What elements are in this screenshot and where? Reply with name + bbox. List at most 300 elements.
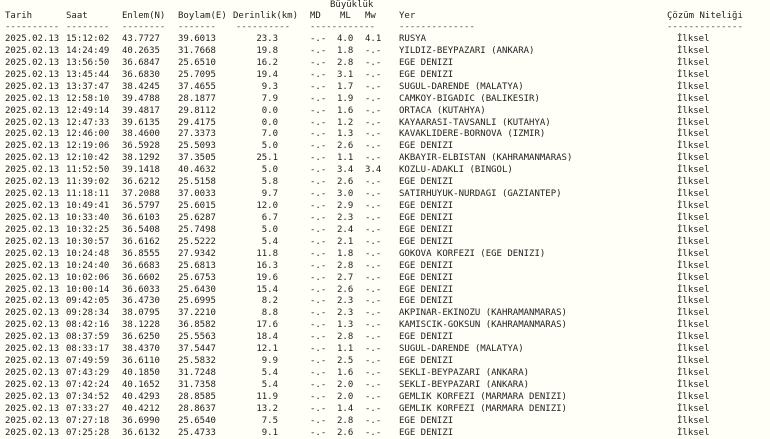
row-latitude: 38.1292 xyxy=(122,153,160,164)
table-row xyxy=(0,379,770,391)
row-date: 2025.02.13 xyxy=(5,272,60,283)
row-ml: 2.4 xyxy=(337,224,354,235)
row-depth: 18.4 xyxy=(256,332,278,343)
row-md: -.- xyxy=(310,332,327,343)
row-date: 2025.02.13 xyxy=(5,379,60,390)
table-row xyxy=(0,140,770,152)
row-solution-quality: İlksel xyxy=(677,117,710,128)
divider-solution-quality: -------------- xyxy=(667,22,743,32)
row-latitude: 40.2635 xyxy=(122,45,160,56)
row-solution-quality: İlksel xyxy=(677,379,710,390)
row-depth: 5.0 xyxy=(261,165,278,176)
row-date: 2025.02.13 xyxy=(5,105,60,116)
row-solution-quality: İlksel xyxy=(677,165,710,176)
row-md: -.- xyxy=(310,320,327,331)
row-mw: -.- xyxy=(365,224,382,235)
row-solution-quality: İlksel xyxy=(677,284,710,295)
row-location: GOKOVA KORFEZI (EGE DENIZI) xyxy=(399,248,546,259)
row-date: 2025.02.13 xyxy=(5,391,60,402)
row-depth: 5.8 xyxy=(261,177,278,188)
row-solution-quality: İlksel xyxy=(677,344,710,355)
row-depth: 0.0 xyxy=(261,105,278,116)
header-divider-row xyxy=(0,21,770,33)
row-longitude: 25.6813 xyxy=(178,260,216,271)
row-mw: -.- xyxy=(365,272,382,283)
row-longitude: 25.6753 xyxy=(178,272,216,283)
row-date: 2025.02.13 xyxy=(5,296,60,307)
row-ml: 2.8 xyxy=(337,332,354,343)
row-time: 12:10:42 xyxy=(66,153,110,164)
row-depth: 5.0 xyxy=(261,141,278,152)
row-solution-quality: İlksel xyxy=(677,105,710,116)
row-time: 10:30:57 xyxy=(66,236,110,247)
row-time: 12:46:00 xyxy=(66,129,110,140)
row-mw: -.- xyxy=(365,212,382,223)
table-row xyxy=(0,295,770,307)
row-date: 2025.02.13 xyxy=(5,69,60,80)
row-md: -.- xyxy=(310,236,327,247)
row-latitude: 36.6250 xyxy=(122,332,160,343)
row-location: KAMISCIK-GOKSUN (KAHRAMANMARAS) xyxy=(399,320,567,331)
row-md: -.- xyxy=(310,403,327,414)
row-date: 2025.02.13 xyxy=(5,201,60,212)
row-location: GEMLIK KORFEZI (MARMARA DENIZI) xyxy=(399,403,567,414)
row-solution-quality: İlksel xyxy=(677,260,710,271)
row-md: -.- xyxy=(310,141,327,152)
row-mw: -.- xyxy=(365,379,382,390)
row-ml: 3.0 xyxy=(337,189,354,200)
row-date: 2025.02.13 xyxy=(5,141,60,152)
row-solution-quality: İlksel xyxy=(677,248,710,259)
row-md: -.- xyxy=(310,57,327,68)
row-location: EGE DENIZI xyxy=(399,296,454,307)
row-mw: -.- xyxy=(365,189,382,200)
row-longitude: 31.7358 xyxy=(178,379,216,390)
row-longitude: 39.6013 xyxy=(178,34,216,44)
row-location: AKPINAR-EKINOZU (KAHRAMANMARAS) xyxy=(399,308,567,319)
row-md: -.- xyxy=(310,201,327,212)
row-date: 2025.02.13 xyxy=(5,403,60,414)
row-ml: 1.6 xyxy=(337,368,354,379)
row-longitude: 25.6287 xyxy=(178,212,216,223)
row-latitude: 36.6212 xyxy=(122,177,160,188)
row-latitude: 38.4245 xyxy=(122,81,160,92)
row-mw: 3.4 xyxy=(365,165,382,176)
header-solution-quality: Çözüm Niteliği xyxy=(667,11,743,21)
row-ml: 2.0 xyxy=(337,391,354,402)
table-row xyxy=(0,284,770,296)
table-row xyxy=(0,200,770,212)
row-location: EGE DENIZI xyxy=(399,427,454,438)
row-depth: 0.0 xyxy=(261,117,278,128)
row-solution-quality: İlksel xyxy=(677,236,710,247)
divider-time: -------- xyxy=(66,22,110,32)
row-depth: 5.4 xyxy=(261,379,278,390)
divider-depth: ---------- xyxy=(235,22,291,32)
row-longitude: 37.4655 xyxy=(178,81,216,92)
row-location: EGE DENIZI xyxy=(399,332,454,343)
row-depth: 7.9 xyxy=(261,93,278,104)
row-date: 2025.02.13 xyxy=(5,57,60,68)
row-date: 2025.02.13 xyxy=(5,129,60,140)
row-mw: -.- xyxy=(365,236,382,247)
row-depth: 9.3 xyxy=(261,81,278,92)
row-longitude: 25.5222 xyxy=(178,236,216,247)
row-location: GEMLIK KORFEZI (MARMARA DENIZI) xyxy=(399,391,567,402)
row-ml: 2.0 xyxy=(337,379,354,390)
row-longitude: 25.5563 xyxy=(178,332,216,343)
row-location: ORTACA (KUTAHYA) xyxy=(399,105,486,116)
row-md: -.- xyxy=(310,224,327,235)
row-solution-quality: İlksel xyxy=(677,141,710,152)
row-solution-quality: İlksel xyxy=(677,308,710,319)
row-ml: 2.7 xyxy=(337,272,354,283)
row-ml: 3.1 xyxy=(337,69,354,80)
row-time: 07:25:28 xyxy=(66,427,110,438)
table-row xyxy=(0,152,770,164)
row-ml: 1.3 xyxy=(337,129,354,140)
row-time: 07:42:24 xyxy=(66,379,110,390)
table-row xyxy=(0,57,770,69)
table-row xyxy=(0,403,770,415)
row-latitude: 39.4788 xyxy=(122,93,160,104)
row-mw: -.- xyxy=(365,201,382,212)
table-row xyxy=(0,224,770,236)
row-time: 14:24:49 xyxy=(66,45,110,56)
row-ml: 3.4 xyxy=(337,165,354,176)
row-latitude: 36.6132 xyxy=(122,427,160,438)
row-location: EGE DENIZI xyxy=(399,201,454,212)
row-longitude: 40.4632 xyxy=(178,165,216,176)
row-latitude: 36.5797 xyxy=(122,201,160,212)
row-longitude: 25.7095 xyxy=(178,69,216,80)
row-mw: -.- xyxy=(365,403,382,414)
row-depth: 7.0 xyxy=(261,129,278,140)
row-longitude: 25.5158 xyxy=(178,177,216,188)
row-depth: 23.3 xyxy=(256,34,278,44)
row-solution-quality: İlksel xyxy=(677,189,710,200)
row-solution-quality: İlksel xyxy=(677,69,710,80)
row-time: 10:00:14 xyxy=(66,284,110,295)
row-date: 2025.02.13 xyxy=(5,284,60,295)
row-mw: -.- xyxy=(365,344,382,355)
row-ml: 2.3 xyxy=(337,212,354,223)
row-md: -.- xyxy=(310,391,327,402)
row-ml: 2.3 xyxy=(337,296,354,307)
row-time: 10:32:25 xyxy=(66,224,110,235)
row-md: -.- xyxy=(310,356,327,367)
row-ml: 2.9 xyxy=(337,201,354,212)
row-date: 2025.02.13 xyxy=(5,34,60,44)
table-row xyxy=(0,427,770,439)
row-longitude: 31.7668 xyxy=(178,45,216,56)
row-solution-quality: İlksel xyxy=(677,391,710,402)
row-location: AKBAYIR-ELBISTAN (KAHRAMANMARAS) xyxy=(399,153,573,164)
row-latitude: 36.6847 xyxy=(122,57,160,68)
header-ml: ML xyxy=(340,11,351,21)
row-date: 2025.02.13 xyxy=(5,189,60,200)
row-depth: 8.8 xyxy=(261,308,278,319)
row-depth: 12.0 xyxy=(256,201,278,212)
row-mw: -.- xyxy=(365,129,382,140)
magnitude-group-label: Büyüklük xyxy=(330,0,374,10)
row-depth: 19.8 xyxy=(256,45,278,56)
row-depth: 16.3 xyxy=(256,260,278,271)
divider-magnitude: ------------ xyxy=(310,22,376,32)
row-location: KOZLU-ADAKLI (BINGOL) xyxy=(399,165,513,176)
row-date: 2025.02.13 xyxy=(5,368,60,379)
row-depth: 11.8 xyxy=(256,248,278,259)
row-longitude: 29.4175 xyxy=(178,117,216,128)
header-location: Yer xyxy=(399,11,416,21)
row-time: 08:42:16 xyxy=(66,320,110,331)
table-row xyxy=(0,248,770,260)
row-time: 07:43:29 xyxy=(66,368,110,379)
row-location: EGE DENIZI xyxy=(399,284,454,295)
row-longitude: 25.6510 xyxy=(178,57,216,68)
table-row xyxy=(0,391,770,403)
row-solution-quality: İlksel xyxy=(677,45,710,56)
row-time: 13:37:47 xyxy=(66,81,110,92)
row-mw: -.- xyxy=(365,117,382,128)
row-solution-quality: İlksel xyxy=(677,296,710,307)
row-md: -.- xyxy=(310,177,327,188)
row-depth: 8.2 xyxy=(261,296,278,307)
row-solution-quality: İlksel xyxy=(677,427,710,438)
table-row xyxy=(0,128,770,140)
row-location: EGE DENIZI xyxy=(399,224,454,235)
row-depth: 5.0 xyxy=(261,224,278,235)
row-ml: 2.1 xyxy=(337,236,354,247)
row-md: -.- xyxy=(310,379,327,390)
row-md: -.- xyxy=(310,189,327,200)
row-solution-quality: İlksel xyxy=(677,212,710,223)
row-mw: -.- xyxy=(365,368,382,379)
row-depth: 16.2 xyxy=(256,57,278,68)
row-md: -.- xyxy=(310,284,327,295)
row-depth: 6.7 xyxy=(261,212,278,223)
row-location: KAVAKLIDERE-BORNOVA (IZMIR) xyxy=(399,129,546,140)
row-latitude: 36.6990 xyxy=(122,415,160,426)
table-row xyxy=(0,45,770,57)
row-longitude: 25.7498 xyxy=(178,224,216,235)
row-md: -.- xyxy=(310,165,327,176)
row-time: 10:24:40 xyxy=(66,260,110,271)
row-location: SEKLI-BEYPAZARI (ANKARA) xyxy=(399,368,530,379)
row-longitude: 25.5093 xyxy=(178,141,216,152)
row-longitude: 28.1877 xyxy=(178,93,216,104)
row-location: RUSYA xyxy=(399,34,427,44)
row-md: -.- xyxy=(310,344,327,355)
row-mw: -.- xyxy=(365,415,382,426)
row-location: KAYAARASI-TAVSANLI (KUTAHYA) xyxy=(399,117,551,128)
row-ml: 2.6 xyxy=(337,177,354,188)
row-location: SATIRHUYUK-NURDAGI (GAZIANTEP) xyxy=(399,189,562,200)
row-time: 11:39:02 xyxy=(66,177,110,188)
table-row xyxy=(0,236,770,248)
row-location: SUGUL-DARENDE (MALATYA) xyxy=(399,81,524,92)
row-latitude: 43.7727 xyxy=(122,34,160,44)
row-latitude: 36.6830 xyxy=(122,69,160,80)
row-longitude: 25.5832 xyxy=(178,356,216,367)
row-time: 13:56:50 xyxy=(66,57,110,68)
row-longitude: 25.6995 xyxy=(178,296,216,307)
row-mw: -.- xyxy=(365,177,382,188)
row-mw: 4.1 xyxy=(365,34,382,44)
row-ml: 1.2 xyxy=(337,117,354,128)
table-row xyxy=(0,117,770,129)
row-date: 2025.02.13 xyxy=(5,165,60,176)
row-date: 2025.02.13 xyxy=(5,332,60,343)
table-row xyxy=(0,212,770,224)
row-location: SEKLI-BEYPAZARI (ANKARA) xyxy=(399,379,530,390)
row-longitude: 28.8637 xyxy=(178,403,216,414)
row-ml: 2.8 xyxy=(337,260,354,271)
row-depth: 5.4 xyxy=(261,236,278,247)
row-depth: 7.5 xyxy=(261,415,278,426)
row-location: EGE DENIZI xyxy=(399,356,454,367)
row-solution-quality: İlksel xyxy=(677,201,710,212)
table-row xyxy=(0,164,770,176)
row-date: 2025.02.13 xyxy=(5,320,60,331)
row-location: EGE DENIZI xyxy=(399,415,454,426)
row-location: EGE DENIZI xyxy=(399,212,454,223)
table-row xyxy=(0,93,770,105)
row-latitude: 39.4817 xyxy=(122,105,160,116)
table-row xyxy=(0,69,770,81)
row-md: -.- xyxy=(310,212,327,223)
row-location: EGE DENIZI xyxy=(399,57,454,68)
header-latitude: Enlem(N) xyxy=(122,11,166,21)
row-location: CAMKOY-BIGADIC (BALIKESIR) xyxy=(399,93,540,104)
row-date: 2025.02.13 xyxy=(5,212,60,223)
row-md: -.- xyxy=(310,105,327,116)
row-date: 2025.02.13 xyxy=(5,224,60,235)
row-solution-quality: İlksel xyxy=(677,368,710,379)
row-date: 2025.02.13 xyxy=(5,236,60,247)
row-ml: 2.8 xyxy=(337,57,354,68)
row-latitude: 39.1418 xyxy=(122,165,160,176)
row-md: -.- xyxy=(310,117,327,128)
row-solution-quality: İlksel xyxy=(677,332,710,343)
row-date: 2025.02.13 xyxy=(5,153,60,164)
row-ml: 1.3 xyxy=(337,320,354,331)
row-ml: 1.8 xyxy=(337,248,354,259)
row-date: 2025.02.13 xyxy=(5,177,60,188)
row-location: EGE DENIZI xyxy=(399,69,454,80)
row-date: 2025.02.13 xyxy=(5,308,60,319)
row-mw: -.- xyxy=(365,93,382,104)
row-md: -.- xyxy=(310,427,327,438)
row-location: EGE DENIZI xyxy=(399,177,454,188)
row-longitude: 37.2210 xyxy=(178,308,216,319)
row-time: 12:58:10 xyxy=(66,93,110,104)
row-depth: 17.6 xyxy=(256,320,278,331)
row-latitude: 36.4730 xyxy=(122,296,160,307)
row-ml: 1.1 xyxy=(337,153,354,164)
row-ml: 2.5 xyxy=(337,356,354,367)
row-mw: -.- xyxy=(365,69,382,80)
row-md: -.- xyxy=(310,248,327,259)
row-ml: 2.6 xyxy=(337,284,354,295)
row-mw: -.- xyxy=(365,308,382,319)
row-mw: -.- xyxy=(365,260,382,271)
table-row xyxy=(0,307,770,319)
row-ml: 2.6 xyxy=(337,427,354,438)
row-solution-quality: İlksel xyxy=(677,224,710,235)
row-longitude: 28.8585 xyxy=(178,391,216,402)
row-depth: 9.9 xyxy=(261,356,278,367)
row-longitude: 37.0033 xyxy=(178,189,216,200)
row-ml: 1.7 xyxy=(337,81,354,92)
row-md: -.- xyxy=(310,81,327,92)
row-latitude: 36.6110 xyxy=(122,356,160,367)
row-latitude: 38.1228 xyxy=(122,320,160,331)
row-mw: -.- xyxy=(365,81,382,92)
row-solution-quality: İlksel xyxy=(677,272,710,283)
row-location: YILDIZ-BEYPAZARI (ANKARA) xyxy=(399,45,535,56)
row-mw: -.- xyxy=(365,356,382,367)
row-md: -.- xyxy=(310,260,327,271)
row-mw: -.- xyxy=(365,57,382,68)
row-latitude: 36.6683 xyxy=(122,260,160,271)
row-md: -.- xyxy=(310,308,327,319)
row-depth: 13.2 xyxy=(256,403,278,414)
header-date: Tarih xyxy=(5,11,33,21)
table-row xyxy=(0,188,770,200)
header-longitude: Boylam(E) xyxy=(178,11,227,21)
row-latitude: 40.1652 xyxy=(122,379,160,390)
row-time: 07:34:52 xyxy=(66,391,110,402)
row-latitude: 37.2088 xyxy=(122,189,160,200)
header-mw: Mw xyxy=(365,11,376,21)
row-depth: 15.4 xyxy=(256,284,278,295)
row-depth: 19.6 xyxy=(256,272,278,283)
row-depth: 9.7 xyxy=(261,189,278,200)
row-time: 07:33:27 xyxy=(66,403,110,414)
row-mw: -.- xyxy=(365,332,382,343)
row-mw: -.- xyxy=(365,284,382,295)
row-longitude: 37.3505 xyxy=(178,153,216,164)
row-latitude: 40.1850 xyxy=(122,368,160,379)
row-time: 10:33:40 xyxy=(66,212,110,223)
row-latitude: 38.4370 xyxy=(122,344,160,355)
row-solution-quality: İlksel xyxy=(677,57,710,68)
row-solution-quality: İlksel xyxy=(677,177,710,188)
row-md: -.- xyxy=(310,368,327,379)
row-longitude: 31.7248 xyxy=(178,368,216,379)
row-date: 2025.02.13 xyxy=(5,260,60,271)
row-mw: -.- xyxy=(365,391,382,402)
table-row xyxy=(0,367,770,379)
row-location: EGE DENIZI xyxy=(399,141,454,152)
row-mw: -.- xyxy=(365,248,382,259)
row-time: 10:02:06 xyxy=(66,272,110,283)
row-longitude: 29.8112 xyxy=(178,105,216,116)
row-time: 10:49:41 xyxy=(66,201,110,212)
row-latitude: 36.5408 xyxy=(122,224,160,235)
row-longitude: 27.9342 xyxy=(178,248,216,259)
row-depth: 9.1 xyxy=(261,427,278,438)
row-mw: -.- xyxy=(365,296,382,307)
row-longitude: 25.4733 xyxy=(178,427,216,438)
row-ml: 2.6 xyxy=(337,141,354,152)
row-time: 12:49:14 xyxy=(66,105,110,116)
row-time: 09:42:05 xyxy=(66,296,110,307)
row-ml: 1.1 xyxy=(337,344,354,355)
row-latitude: 40.4212 xyxy=(122,403,160,414)
row-depth: 12.1 xyxy=(256,344,278,355)
